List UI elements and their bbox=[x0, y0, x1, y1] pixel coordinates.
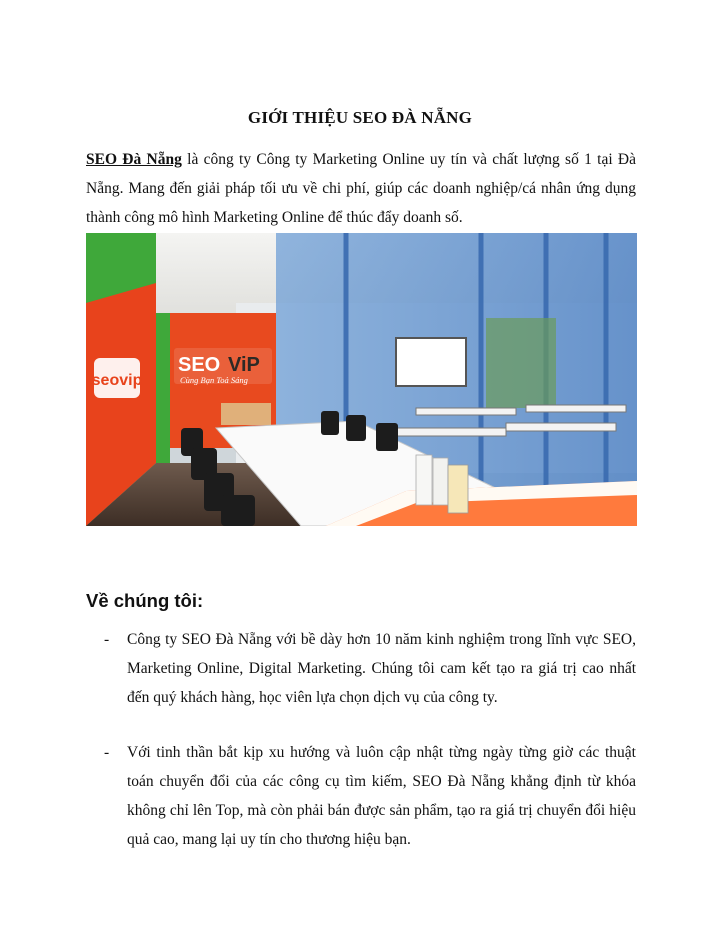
intro-paragraph bbox=[86, 145, 636, 232]
projector-screen bbox=[396, 338, 466, 386]
cabinet bbox=[221, 403, 271, 425]
intro-text: là công ty Công ty Marketing Online uy tín và chất lượng số 1 tại Đà Nẵng. Mang đến giải pháp tối ưu về chi phí, giúp các doanh nghiệp/cá nhân ứng dụng thành công mô hình Marketing Online để thúc đẩy doanh số. bbox=[86, 151, 637, 226]
page-title: GIỚI THIỆU SEO ĐÀ NẴNG bbox=[247, 108, 473, 127]
brand-link[interactable]: SEO Đà Nẵng bbox=[86, 151, 182, 168]
section-heading: Về chúng tôi: bbox=[86, 590, 204, 611]
svg-text:Cùng Bạn Toả Sáng: Cùng Bạn Toả Sáng bbox=[180, 375, 248, 385]
office-photo bbox=[86, 233, 637, 526]
bullet-text: Công ty SEO Đà Nẵng với bề dày hơn 10 năm kinh nghiệm trong lĩnh vực SEO, Marketing Online, Digital Marketing. Chúng tôi cam kết tạo ra giá trị cao nhất đến quý khách hàng, học viên lựa chọn dịch vụ của công ty. bbox=[127, 631, 636, 706]
window-plants bbox=[486, 318, 556, 408]
bullet-marker: - bbox=[104, 631, 110, 648]
office-illustration bbox=[86, 233, 637, 526]
svg-text:seovip: seovip bbox=[91, 372, 143, 389]
svg-text:SEO: SEO bbox=[178, 354, 221, 376]
bullet-text: Với tinh thần bắt kịp xu hướng và luôn cập nhật từng ngày từng giờ các thuật toán chuyển đổi của các công cụ tìm kiếm, SEO Đà Nẵng khẳng định từ khóa không chỉ lên Top, mà còn phải bán được sản phẩm, tạo ra giá trị chuyển đổi hiệu quả cao, mang lại uy tín cho thương hiệu bạn. bbox=[127, 744, 636, 848]
svg-text:ViP: ViP bbox=[228, 354, 260, 376]
bullet-marker: - bbox=[104, 744, 110, 761]
list-item bbox=[86, 625, 636, 712]
wall-logo bbox=[92, 358, 143, 398]
seovip-logo bbox=[174, 348, 272, 385]
list-item bbox=[86, 738, 636, 854]
green-pillar bbox=[156, 313, 170, 463]
bullet-list bbox=[86, 625, 636, 854]
